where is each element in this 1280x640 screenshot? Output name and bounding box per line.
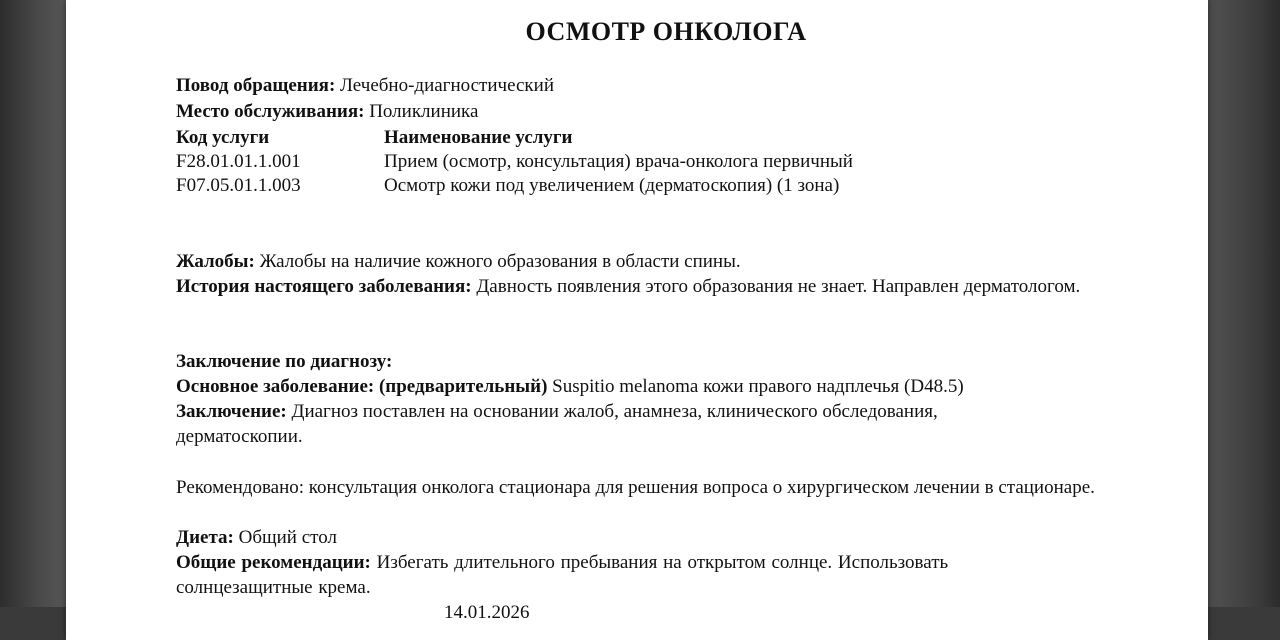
recommended-text: Рекомендовано: консультация онколога стационара для решения вопроса о хирургическом лечении в стационаре. — [176, 477, 1095, 498]
services-table — [176, 126, 1157, 198]
table-row — [176, 150, 1157, 174]
service-place-value: Поликлиника — [369, 101, 479, 122]
services-table-header — [176, 126, 1157, 150]
service-name: Прием (осмотр, консультация) врача-онколога первичный — [384, 151, 853, 172]
complaints-line — [176, 249, 1157, 274]
history-paragraph — [176, 274, 1158, 299]
services-header-code: Код услуги — [176, 127, 270, 148]
service-code: F28.01.01.1.001 — [176, 151, 301, 172]
visit-reason-line — [176, 73, 1157, 98]
document-page — [66, 0, 1208, 640]
diet-line — [176, 525, 1157, 550]
history-label: История настоящего заболевания: — [176, 276, 472, 297]
diet-value: Общий стол — [238, 527, 337, 548]
service-place-line — [176, 99, 1157, 124]
table-row — [176, 174, 1157, 198]
diet-label: Диета: — [176, 527, 234, 548]
cut-off-date: 14.01.2026 — [444, 602, 530, 623]
service-name: Осмотр кожи под увеличением (дерматоскопия) (1 зона) — [384, 175, 840, 196]
service-place-label: Место обслуживания: — [176, 101, 365, 122]
general-recommendations-value: Избегать длительного пребывания на открытом солнце. Использовать солнцезащитные крема. — [176, 552, 949, 598]
services-header-name: Наименование услуги — [384, 127, 573, 148]
main-disease-value: Suspitio melanoma кожи правого надплечья (D48.5) — [552, 376, 964, 397]
main-disease-line — [176, 374, 1157, 399]
complaints-value: Жалобы на наличие кожного образования в области спины. — [259, 251, 741, 272]
page-title: ОСМОТР ОНКОЛОГА — [525, 17, 807, 46]
visit-reason-value: Лечебно-диагностический — [340, 75, 554, 96]
conclusion-label: Заключение: — [176, 401, 287, 422]
recommended-paragraph — [176, 475, 1106, 500]
main-disease-label: Основное заболевание: (предварительный) — [176, 376, 548, 397]
conclusion-value: Диагноз поставлен на основании жалоб, анамнеза, клинического обследования, дерматоскопии. — [176, 401, 938, 447]
general-recommendations-label: Общие рекомендации: — [176, 552, 371, 573]
history-value: Давность появления этого образования не знает. Направлен дерматологом. — [476, 276, 1081, 297]
conclusion-paragraph — [176, 399, 1046, 449]
visit-reason-label: Повод обращения: — [176, 75, 336, 96]
general-recommendations-paragraph — [176, 550, 1066, 600]
diagnosis-heading: Заключение по диагнозу: — [176, 351, 393, 372]
cut-off-line — [176, 600, 1157, 623]
service-code: F07.05.01.1.003 — [176, 175, 301, 196]
complaints-label: Жалобы: — [176, 251, 255, 272]
